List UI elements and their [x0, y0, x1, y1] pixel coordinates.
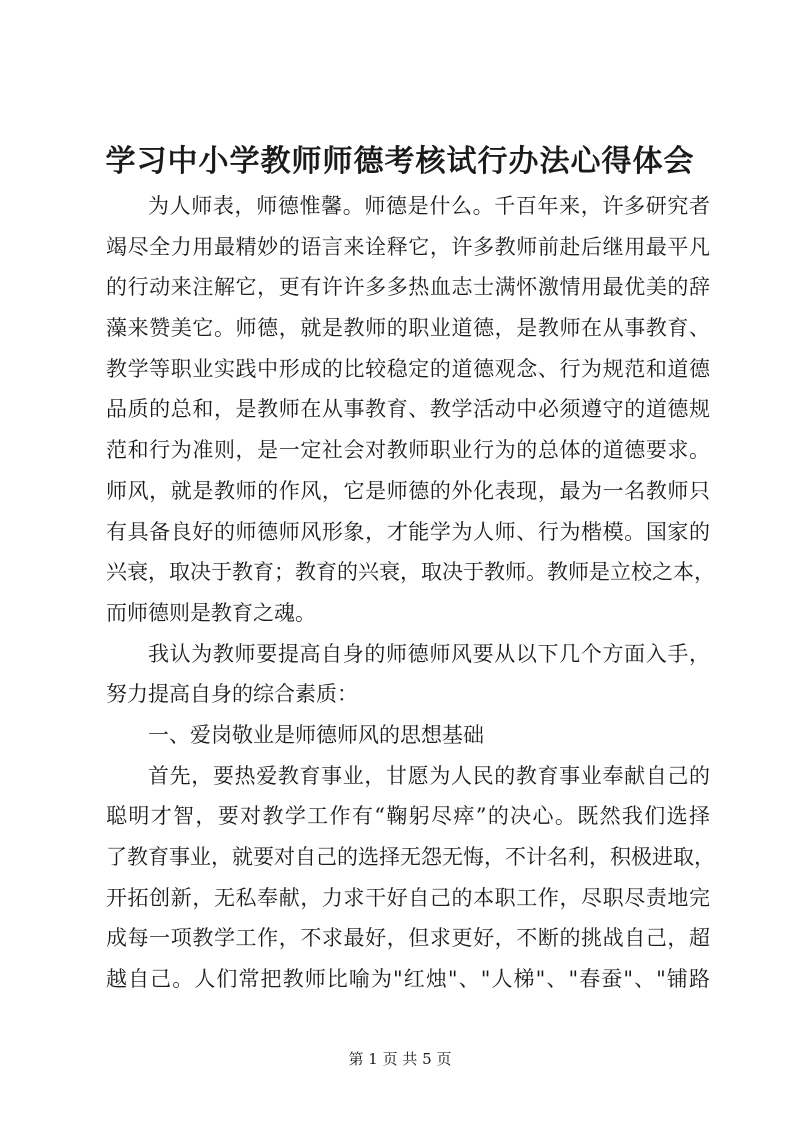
section-heading: 一、爱岗敬业是师德师风的思想基础	[148, 722, 484, 747]
text-line: 范和行为准则，是一定社会对教师职业行为的总体的道德要求。	[106, 438, 710, 463]
page-footer: 第 1 页 共 5 页	[348, 1050, 452, 1068]
text-line: 聪明才智，要对教学工作有“鞠躬尽瘁”的决心。既然我们选择	[106, 804, 710, 829]
text-line: 竭尽全力用最精妙的语言来诠释它，许多教师前赴后继用最平凡	[106, 234, 710, 259]
text-line: 首先，要热爱教育事业，甘愿为人民的教育事业奉献自己的	[148, 763, 710, 788]
document-title: 学习中小学教师师德考核试行办法心得体会	[105, 144, 695, 179]
text-line: 成每一项教学工作，不求最好，但求更好，不断的挑战自己，超	[106, 926, 710, 951]
text-line: 品质的总和，是教师在从事教育、教学活动中必须遵守的道德规	[106, 397, 710, 422]
text-line: 有具备良好的师德师风形象，才能学为人师、行为楷模。国家的	[106, 519, 710, 544]
text-line: 为人师表，师德惟馨。师德是什么。千百年来，许多研究者	[148, 194, 710, 218]
text-line: 藻来赞美它。师德，就是教师的职业道德，是教师在从事教育、	[106, 316, 710, 341]
text-line: 师风，就是教师的作风，它是师德的外化表现，最为一名教师只	[106, 478, 710, 503]
text-line: 的行动来注解它，更有许许多多热血志士满怀激情用最优美的辞	[106, 275, 710, 300]
text-line: 而师德则是教育之魂。	[106, 600, 316, 625]
text-line: 努力提高自身的综合素质：	[106, 682, 358, 707]
text-line: 兴衰，取决于教育；教育的兴衰，取决于教师。教师是立校之本，	[106, 560, 715, 585]
text-line: 教学等职业实践中形成的比较稳定的道德观念、行为规范和道德	[106, 356, 710, 381]
text-line: 了教育事业，就要对自己的选择无怨无悔，不计名利，积极进取，	[106, 845, 715, 869]
text-line: 开拓创新，无私奉献，力求干好自己的本职工作，尽职尽责地完	[106, 885, 710, 910]
text-line: 越自己。人们常把教师比喻为"红烛"、"人梯"、"春蚕"、"铺路	[106, 967, 710, 992]
document-body	[106, 186, 715, 1000]
text-line: 我认为教师要提高自身的师德师风要从以下几个方面入手，	[148, 641, 710, 666]
